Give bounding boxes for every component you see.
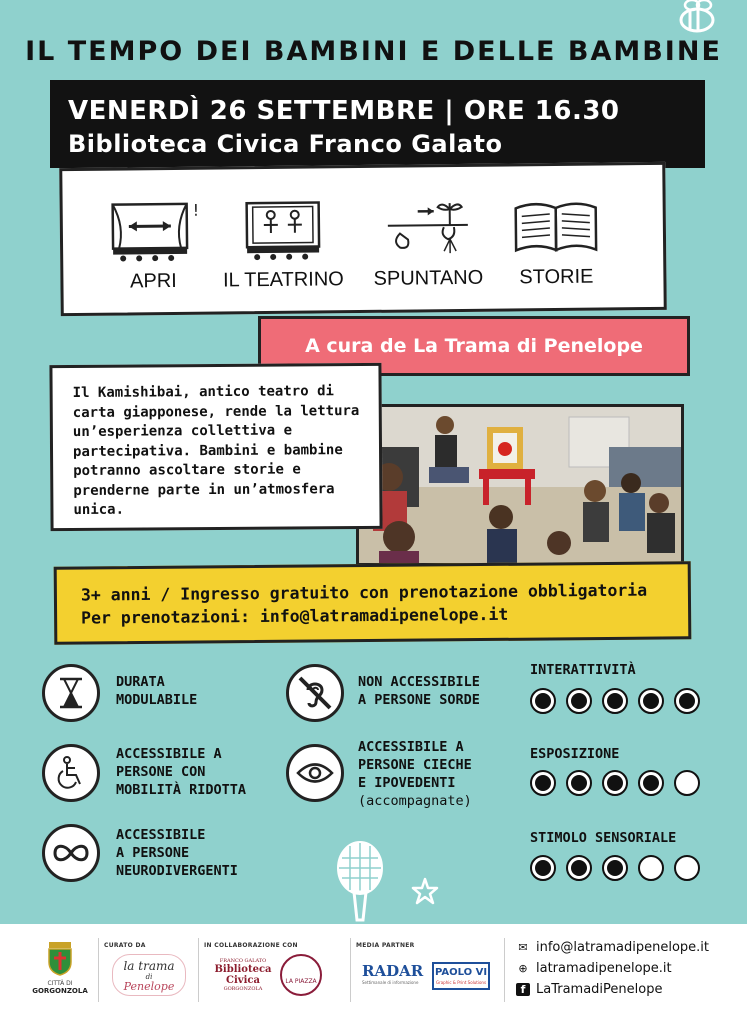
- description-line: carta giapponese, rende la lettura: [72, 402, 360, 421]
- mobility-text: [116, 745, 246, 799]
- event-photo: [356, 404, 684, 566]
- symbol-strip: [59, 162, 667, 316]
- rating-dot-filled: [674, 688, 700, 714]
- contact-email[interactable]: [516, 940, 709, 955]
- duration-line: MODULABILE: [116, 692, 198, 708]
- description-line: partecipativa. Bambini e bambine: [72, 441, 343, 460]
- duration-line: DURATA: [116, 674, 165, 690]
- symbol-book-label: STORIE: [519, 265, 594, 289]
- rating-dot-empty: [638, 855, 664, 881]
- biblioteca-logo-line: GORGONZOLA: [223, 986, 263, 992]
- mobility-badge: [42, 744, 100, 802]
- radar-subtext: Settimanale di informazione: [362, 980, 419, 985]
- rating-title-interactivity: INTERATTIVITÀ: [530, 662, 636, 678]
- description-line: prenderne parte in un’atmosfera: [73, 480, 335, 499]
- city-crest-icon: [45, 940, 75, 976]
- rating-dot-filled: [530, 770, 556, 796]
- description-box: [49, 363, 382, 531]
- footer-separator: [350, 938, 351, 1002]
- description-line: potranno ascoltare storie e: [73, 461, 301, 479]
- collab-label: IN COLLABORAZIONE CON: [204, 942, 298, 949]
- svg-text:!: !: [192, 200, 200, 220]
- puppet-theatre-icon: [233, 198, 334, 261]
- booking-banner: [54, 561, 692, 645]
- duration-text: [116, 673, 197, 709]
- neurodivergent-text: [116, 826, 238, 880]
- facebook-icon: f: [516, 983, 530, 996]
- deaf-badge: [286, 664, 344, 722]
- curated-label: CURATO DA: [104, 942, 146, 949]
- curated-by-banner: A cura de La Trama di Penelope: [258, 316, 690, 376]
- footer-separator: [98, 938, 99, 1002]
- no-hearing-icon: [295, 673, 335, 713]
- city-label: CITTÀ DI: [47, 980, 73, 987]
- rating-dot-filled: [602, 770, 628, 796]
- blind-text: [358, 738, 472, 810]
- hourglass-icon: [56, 676, 86, 710]
- paolovi-logo: [432, 962, 490, 990]
- rating-dot-filled: [602, 855, 628, 881]
- open-book-icon: [506, 195, 607, 258]
- infinity-icon: [51, 842, 91, 864]
- wheelchair-icon: [54, 756, 88, 790]
- maraca-doodle-icon: [328, 838, 392, 922]
- event-banner: [50, 80, 705, 168]
- media-label: MEDIA PARTNER: [356, 942, 415, 949]
- event-date-time: VENERDÌ 26 SETTEMBRE | ORE 16.30: [68, 96, 620, 126]
- symbol-open-label: APRI: [129, 269, 177, 293]
- rating-dots-interactivity: [530, 688, 700, 714]
- paolovi-text: PAOLO VI: [434, 967, 488, 978]
- symbol-sprout: [363, 197, 494, 291]
- neurodivergent-line: A PERSONE: [116, 845, 190, 861]
- rating-dot-filled: [566, 688, 592, 714]
- open-curtain-icon: [103, 200, 204, 263]
- radar-text: RADAR: [362, 962, 424, 980]
- footer-separator: [198, 938, 199, 1002]
- rating-dot-empty: [674, 855, 700, 881]
- blind-badge: [286, 744, 344, 802]
- footer-separator: [504, 938, 505, 1002]
- blind-line: PERSONE CIECHE: [358, 757, 472, 773]
- description-line: Il Kamishibai, antico teatro di: [72, 383, 334, 401]
- la-piazza-text: LA PIAZZA: [285, 978, 317, 985]
- paolovi-subtext: Graphic & Print Solutions: [435, 980, 487, 985]
- blind-line: E IPOVEDENTI: [358, 775, 456, 791]
- rating-title-exposure: ESPOSIZIONE: [530, 746, 620, 762]
- gorgonzola-logo: [30, 940, 90, 995]
- rating-dot-filled: [566, 770, 592, 796]
- rating-dot-filled: [530, 855, 556, 881]
- biblioteca-logo-line: Biblioteca: [214, 964, 272, 975]
- biblioteca-logo: [214, 958, 272, 992]
- rating-dot-filled: [638, 770, 664, 796]
- neurodivergent-badge: [42, 824, 100, 882]
- mobility-line: PERSONE CON: [116, 764, 206, 780]
- rating-dot-filled: [638, 688, 664, 714]
- eye-icon: [295, 760, 335, 786]
- deaf-line: A PERSONE SORDE: [358, 692, 480, 708]
- trama-logo-line: di: [145, 973, 153, 981]
- symbol-sprout-label: SPUNTANO: [373, 266, 484, 290]
- deaf-text: [358, 673, 480, 709]
- blind-line: (accompagnate): [358, 793, 472, 809]
- trama-logo-line: Penelope: [123, 980, 175, 993]
- biblioteca-logo-line: Civica: [226, 975, 260, 986]
- contact-website[interactable]: [516, 961, 672, 976]
- neurodivergent-line: ACCESSIBILE: [116, 827, 206, 843]
- trama-logo-line: la trama: [123, 959, 175, 973]
- email-text: info@latramadipenelope.it: [536, 940, 710, 955]
- rating-dot-filled: [566, 855, 592, 881]
- city-name: GORGONZOLA: [32, 987, 88, 995]
- rating-dot-filled: [602, 688, 628, 714]
- mobility-line: MOBILITÀ RIDOTTA: [116, 782, 247, 798]
- event-venue: Biblioteca Civica Franco Galato: [68, 130, 503, 158]
- rating-dot-empty: [674, 770, 700, 796]
- facebook-text: LaTramadiPenelope: [536, 982, 663, 997]
- booking-contact: Per prenotazioni: info@latramadipenelope.it: [81, 604, 509, 628]
- description-line: unica.: [73, 501, 125, 518]
- star-doodle-icon: [410, 876, 440, 906]
- deaf-line: NON ACCESSIBILE: [358, 674, 480, 690]
- kamishibai-photo-illustration: [359, 407, 681, 563]
- radar-logo: [362, 962, 423, 985]
- biblioteca-logo-line: FRANCO GALATO: [219, 958, 267, 964]
- rating-dots-exposure: [530, 770, 700, 796]
- bee-doodle-icon: [672, 0, 722, 40]
- poster-title: IL TEMPO DEI BAMBINI E DELLE BAMBINE: [25, 36, 722, 67]
- rating-title-sensory: STIMOLO SENSORIALE: [530, 830, 677, 846]
- symbol-book: [501, 195, 612, 289]
- la-piazza-logo: [280, 954, 322, 996]
- rating-dot-filled: [530, 688, 556, 714]
- mobility-line: ACCESSIBILE A: [116, 746, 222, 762]
- website-text: latramadipenelope.it: [536, 961, 672, 976]
- trama-logo: [112, 954, 186, 996]
- description-line: un’esperienza collettiva e: [72, 422, 293, 440]
- symbol-open: [98, 200, 209, 294]
- sprout-icon: [378, 197, 479, 260]
- symbol-theatre: [213, 198, 354, 292]
- neurodivergent-line: NEURODIVERGENTI: [116, 863, 238, 879]
- mail-icon: ✉: [518, 941, 528, 954]
- booking-info: 3+ anni / Ingresso gratuito con prenotazione obbligatoria: [80, 580, 648, 605]
- contact-facebook[interactable]: [516, 982, 662, 997]
- globe-icon: ⊕: [518, 962, 528, 975]
- duration-badge: [42, 664, 100, 722]
- symbol-theatre-label: IL TEATRINO: [222, 268, 344, 292]
- rating-dots-sensory: [530, 855, 700, 881]
- blind-line: ACCESSIBILE A: [358, 739, 464, 755]
